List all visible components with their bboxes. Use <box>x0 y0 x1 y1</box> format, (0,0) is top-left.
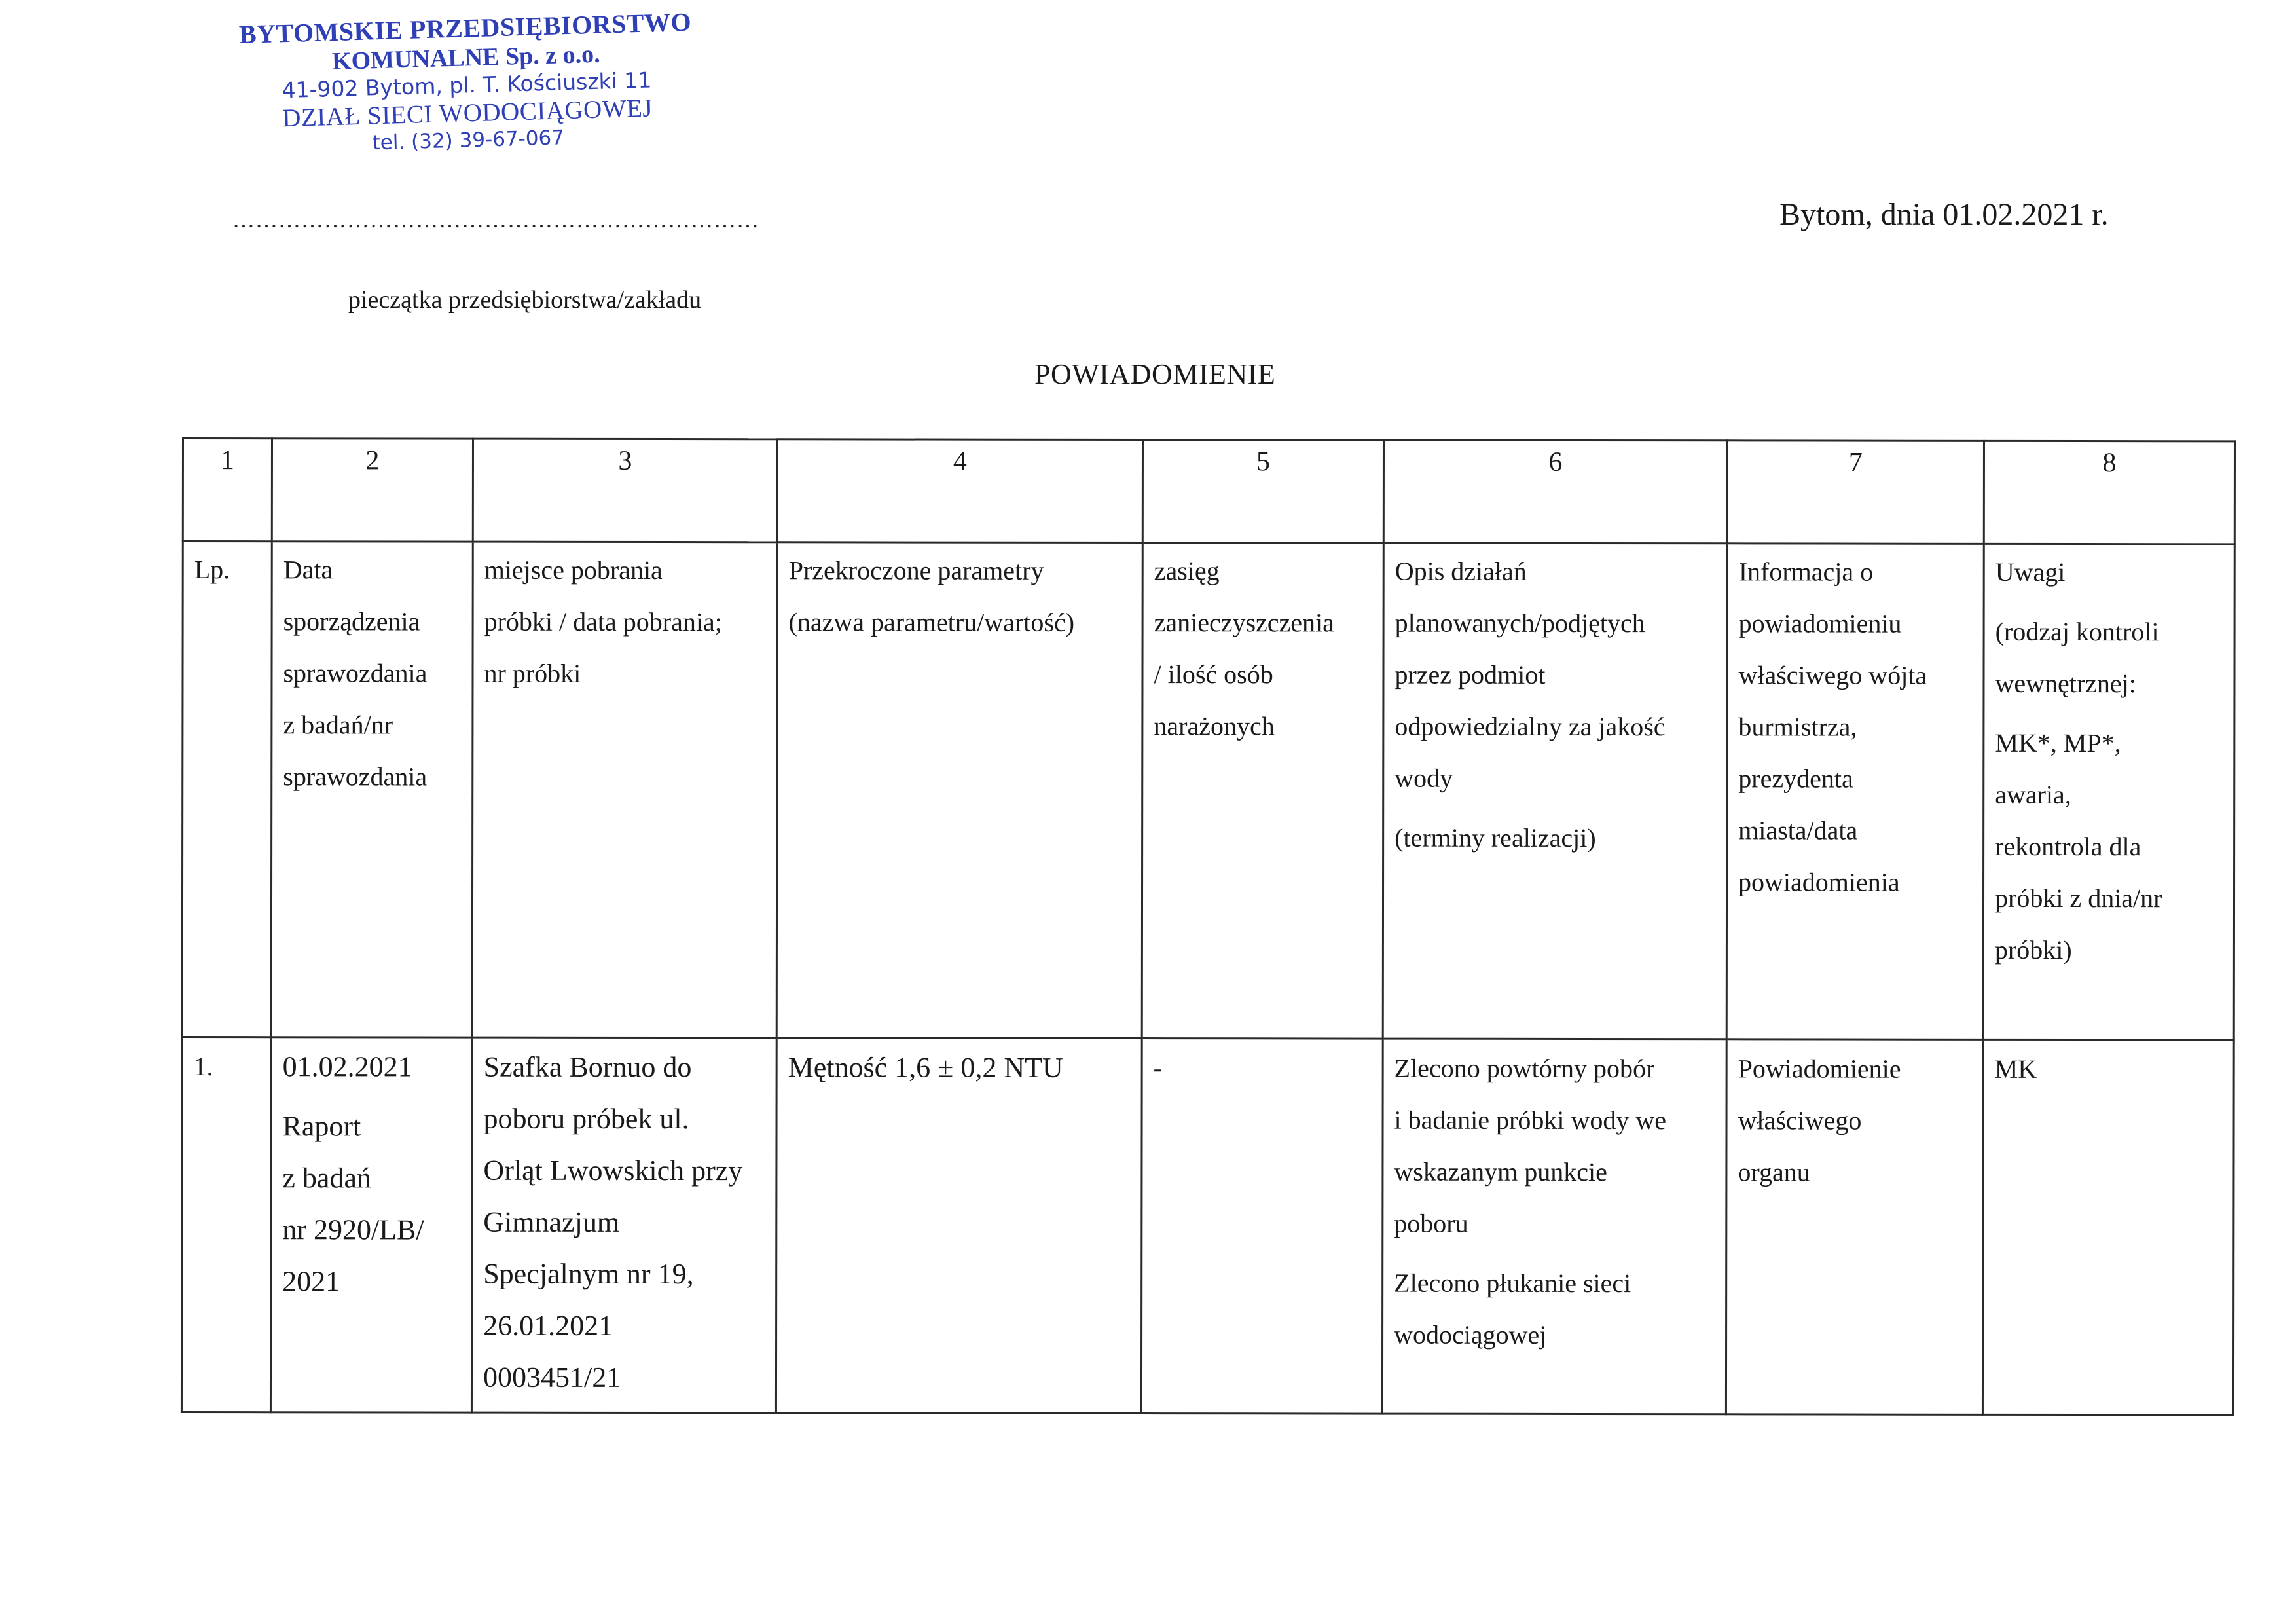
cell-text-line: narażonych <box>1154 711 1275 741</box>
cell-text-line: 0003451/21 <box>483 1361 621 1393</box>
document-title: POWIADOMIENIE <box>1034 358 1276 390</box>
cell-text-line: (rodzaj kontroli <box>1995 616 2159 647</box>
header-row <box>182 542 2234 1040</box>
stamp-line-phone: tel. (32) 39-67-067 <box>372 126 565 155</box>
cell-text-line: sporządzenia <box>283 606 420 637</box>
stamp-line-company: BYTOMSKIE PRZEDSIĘBIORSTWO <box>238 7 692 50</box>
cell-text-line: 2021 <box>282 1265 340 1298</box>
cell-text-line: burmistrza, <box>1738 712 1857 742</box>
row-contamination-range <box>1141 1039 1383 1414</box>
cell-text-line: wody <box>1394 763 1453 793</box>
cell-text-line: organu <box>1738 1157 1810 1187</box>
table-row <box>181 1037 2234 1415</box>
cell-text-line: planowanych/podjętych <box>1394 608 1645 638</box>
document-date: Bytom, dnia 01.02.2021 r. <box>1779 197 2109 232</box>
header-sample-place <box>472 542 777 1038</box>
cell-text-line: powiadomienia <box>1738 867 1900 897</box>
cell-text-line: Powiadomienie <box>1738 1054 1901 1084</box>
cell-text-line: Uwagi <box>1995 557 2066 587</box>
cell-text-line: próbki / data pobrania; <box>484 606 722 637</box>
cell-text-line: Zlecono płukanie sieci <box>1394 1268 1631 1299</box>
cell-text-line: (terminy realizacji) <box>1394 822 1596 853</box>
cell-text-line: Zlecono powtórny pobór <box>1394 1053 1655 1084</box>
column-number: 2 <box>272 439 473 542</box>
row-notification-info <box>1726 1039 1983 1415</box>
company-stamp <box>216 6 718 160</box>
column-number: 1 <box>183 439 272 542</box>
cell-text-line: próbki) <box>1994 934 2072 965</box>
cell-text-line: poboru <box>1394 1208 1468 1238</box>
column-number: 4 <box>777 439 1142 543</box>
cell-text-line: zanieczyszczenia <box>1154 608 1334 638</box>
row-exceeded-parameters <box>776 1038 1142 1414</box>
cell-text-line: (nazwa parametru/wartość) <box>788 607 1075 637</box>
cell-text-line: prezydenta <box>1738 764 1853 794</box>
cell-text-line: Raport <box>282 1110 361 1143</box>
cell-text-line: powiadomieniu <box>1738 608 1902 638</box>
column-number-row <box>183 439 2234 544</box>
cell-text-line: 26.01.2021 <box>483 1309 613 1342</box>
cell-text-line: 01.02.2021 <box>282 1050 412 1083</box>
stamp-caption: pieczątka przedsiębiorstwa/zakładu <box>348 286 702 314</box>
cell-text-line: zasięg <box>1154 556 1220 586</box>
cell-text-line: Informacja o <box>1738 557 1874 587</box>
cell-text-line: miejsce pobrania <box>484 555 663 585</box>
column-number: 6 <box>1383 440 1727 544</box>
row-actions-description <box>1382 1039 1726 1414</box>
cell-text-line: wskazanym punkcie <box>1394 1156 1607 1187</box>
row-lp <box>181 1037 271 1412</box>
stamp-line-department: DZIAŁ SIECI WODOCIĄGOWEJ <box>282 94 653 133</box>
cell-text-line: wodociągowej <box>1394 1320 1547 1350</box>
row-remarks <box>1982 1039 2234 1415</box>
cell-text-line: i badanie próbki wody we <box>1394 1105 1667 1135</box>
column-number: 8 <box>1984 441 2234 544</box>
notification-table <box>181 437 2234 1409</box>
cell-text-line: Data <box>283 555 333 585</box>
stamp-line-address: 41-902 Bytom, pl. T. Kościuszki 11 <box>282 67 652 103</box>
cell-text-line: z badań <box>282 1162 372 1194</box>
cell-text-line: odpowiedzialny za jakość <box>1394 711 1666 742</box>
cell-text-line: Opis działań <box>1394 556 1527 586</box>
cell-text-line: Mętność 1,6 ± 0,2 NTU <box>788 1051 1063 1084</box>
cell-text-line: rekontrola dla <box>1995 831 2141 862</box>
cell-text-line: / ilość osób <box>1154 659 1273 690</box>
cell-text-line: Orląt Lwowskich przy <box>483 1154 743 1187</box>
cell-text-line: przez podmiot <box>1394 659 1546 690</box>
cell-text-line: nr próbki <box>484 658 581 688</box>
cell-text-line: sprawozdania <box>283 658 428 688</box>
cell-text-line: 1. <box>193 1052 213 1082</box>
column-number: 7 <box>1727 441 1984 544</box>
header-remarks <box>1983 544 2234 1040</box>
cell-text-line: sprawozdania <box>283 762 428 792</box>
cell-text-line: Przekroczone parametry <box>788 555 1044 585</box>
cell-text-line: MK <box>1994 1054 2037 1084</box>
column-number: 5 <box>1142 440 1383 544</box>
cell-text-line: z badań/nr <box>283 710 393 740</box>
cell-text-line: właściwego <box>1738 1105 1862 1135</box>
cell-text-line: Specjalnym nr 19, <box>483 1257 694 1291</box>
header-lp <box>182 542 272 1037</box>
header-notification-info <box>1726 544 1984 1040</box>
header-contamination-range <box>1142 543 1383 1039</box>
header-report-date <box>271 542 473 1037</box>
cell-text-line: próbki z dnia/nr <box>1994 883 2162 913</box>
header-actions-description <box>1383 543 1727 1039</box>
cell-text-line: właściwego wójta <box>1738 660 1927 690</box>
row-report-date <box>270 1037 472 1412</box>
cell-text-line: awaria, <box>1995 779 2071 810</box>
cell-text-line: wewnętrznej: <box>1995 668 2136 699</box>
column-number: 3 <box>473 439 777 542</box>
cell-text-line: Szafka Bornuo do <box>483 1050 692 1084</box>
cell-text-line: Lp. <box>194 555 230 585</box>
header-exceeded-parameters <box>776 542 1142 1039</box>
row-sample-place <box>471 1037 776 1413</box>
cell-text-line: miasta/data <box>1738 815 1858 845</box>
cell-text-line: - <box>1153 1053 1163 1083</box>
cell-text-line: nr 2920/LB/ <box>282 1213 424 1246</box>
cell-text-line: poboru próbek ul. <box>483 1102 689 1135</box>
signature-dotted-line: …………………………………………………………… <box>232 208 759 232</box>
cell-text-line: Gimnazjum <box>483 1206 620 1238</box>
stamp-line-legal-form: KOMUNALNE Sp. z o.o. <box>331 40 601 76</box>
cell-text-line: MK*, MP*, <box>1995 728 2121 758</box>
